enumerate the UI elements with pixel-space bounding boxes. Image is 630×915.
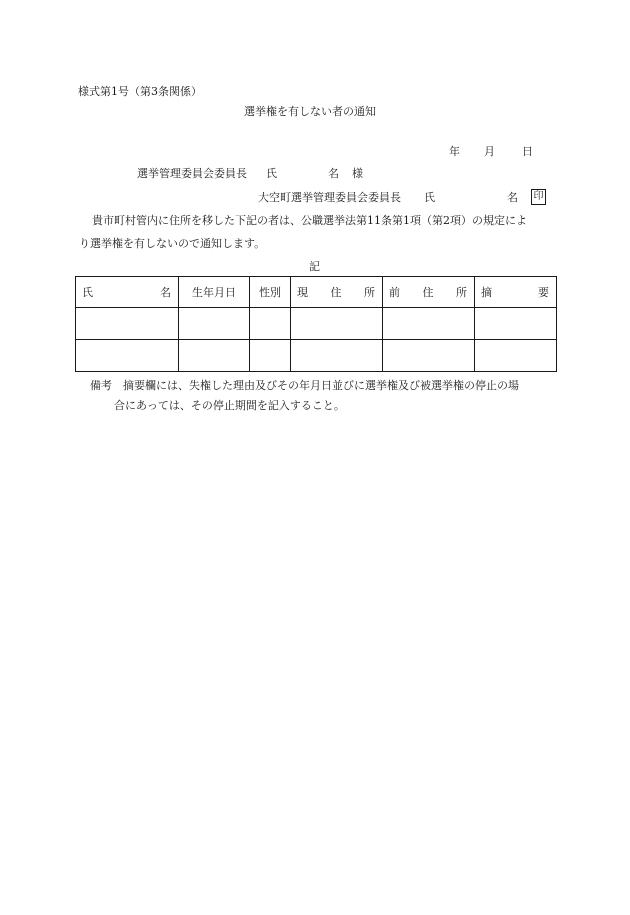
- table-cell: [291, 308, 383, 340]
- header-text: 前: [389, 286, 400, 299]
- table-cell: [179, 340, 250, 372]
- date-day-label: 日: [522, 145, 533, 158]
- addressee-honorific: 様: [352, 167, 363, 180]
- sender-title: 大空町選挙管理委員会委員長: [258, 191, 401, 204]
- header-text: 摘: [481, 286, 492, 299]
- body-text-line-1: 貴市町村管内に住所を移した下記の者は、公職選挙法第11条第1項（第2項）の規定によ: [92, 214, 527, 227]
- addressee-name-na: 名: [328, 167, 339, 180]
- header-cell-current-address: [291, 277, 383, 308]
- sender-name-na: 名: [507, 191, 518, 204]
- header-text: 住: [422, 286, 434, 299]
- table-cell: [291, 340, 383, 372]
- table-cell: [250, 340, 291, 372]
- remarks-note-line-1: 備考 摘要欄には、失権した理由及びその年月日並びに選挙権及び被選挙権の停止の場: [90, 379, 519, 392]
- table-cell: [475, 308, 557, 340]
- table-row: [76, 308, 557, 340]
- header-text: 名: [160, 286, 171, 299]
- table-cell: [383, 308, 475, 340]
- header-cell-previous-address: [383, 277, 475, 308]
- table-header-row: [76, 277, 557, 308]
- ki-heading: 記: [309, 260, 320, 273]
- addressee-title: 選挙管理委員会委員長: [137, 167, 247, 180]
- table-cell: [76, 340, 179, 372]
- remarks-note-line-2: 合にあっては、その停止期間を記入すること。: [114, 399, 345, 412]
- header-text: 現: [297, 286, 308, 299]
- form-number: 様式第1号（第3条関係）: [78, 85, 202, 98]
- seal-stamp: 印: [531, 189, 546, 205]
- date-year-label: 年: [449, 145, 460, 158]
- table-cell: [250, 308, 291, 340]
- table-cell: [179, 308, 250, 340]
- header-cell-sex: [250, 277, 291, 308]
- header-cell-name: [76, 277, 179, 308]
- table-row: [76, 340, 557, 372]
- header-text: 氏: [82, 286, 93, 299]
- header-text: 要: [538, 286, 549, 299]
- header-text: 性別: [259, 286, 281, 299]
- addressee-name-shi: 氏: [266, 167, 277, 180]
- header-cell-birthdate: [179, 277, 250, 308]
- table-cell: [475, 340, 557, 372]
- body-text-line-2: り選挙権を有しないので通知します。: [79, 237, 266, 250]
- document-title: 選挙権を有しない者の通知: [244, 105, 376, 118]
- header-text: 所: [456, 286, 467, 299]
- header-text: 生年月日: [192, 286, 236, 299]
- header-text: 所: [364, 286, 375, 299]
- sender-name-shi: 氏: [424, 191, 435, 204]
- table-cell: [76, 308, 179, 340]
- date-month-label: 月: [484, 145, 495, 158]
- header-text: 住: [330, 286, 342, 299]
- header-cell-remarks: [475, 277, 557, 308]
- record-table: [75, 276, 557, 372]
- table-cell: [383, 340, 475, 372]
